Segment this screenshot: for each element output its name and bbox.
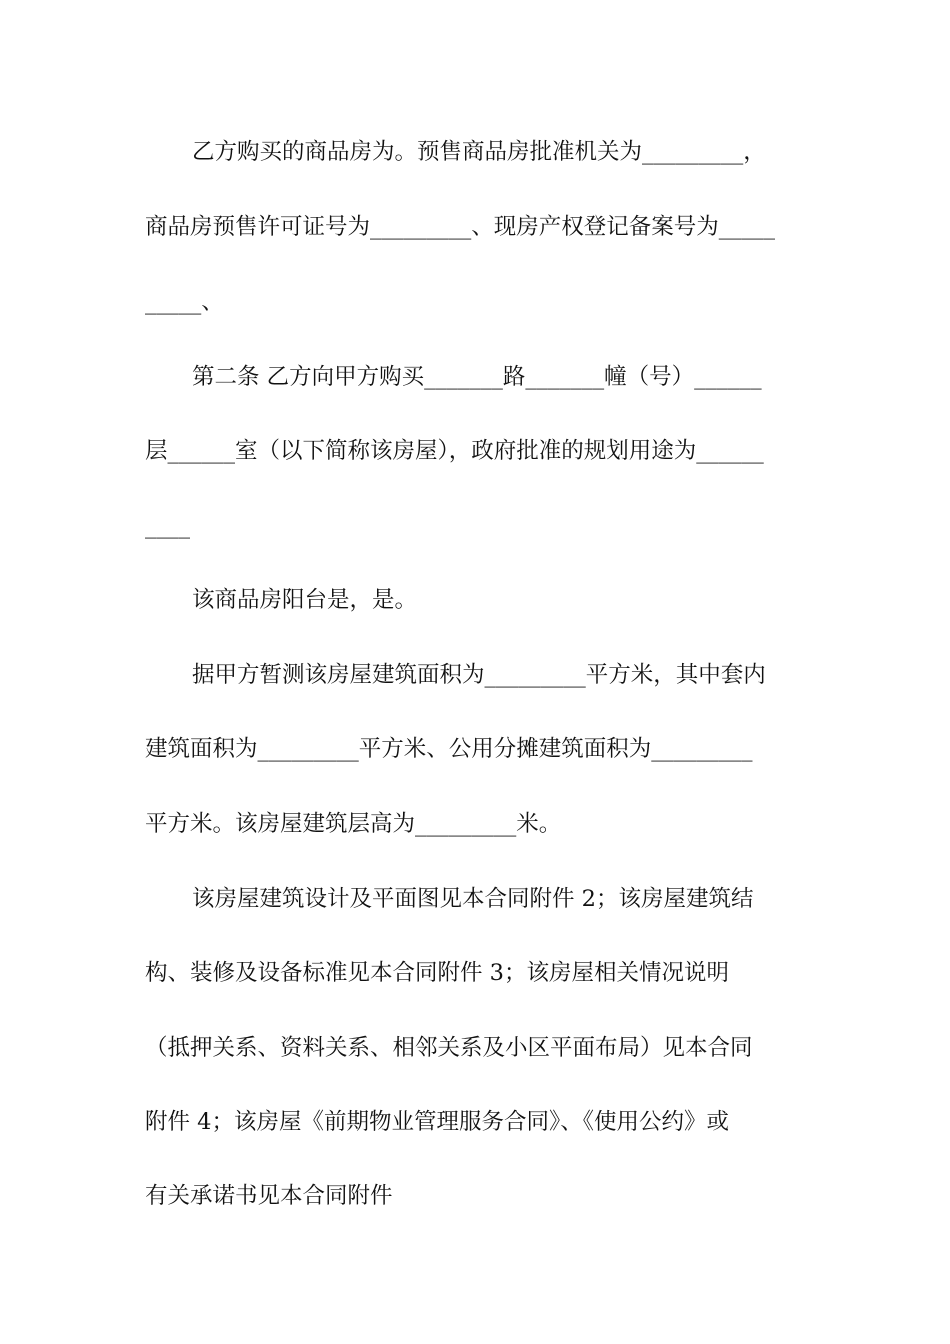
text-line-5: 层______室（以下简称该房屋），政府批准的规划用途为______ <box>145 438 764 464</box>
text-line-11: 该房屋建筑设计及平面图见本合同附件 2；该房屋建筑结 <box>192 886 754 912</box>
text-line-14: 附件 4；该房屋《前期物业管理服务合同》、《使用公约》或 <box>145 1109 729 1135</box>
text-line-9: 建筑面积为_________平方米、公用分摊建筑面积为_________ <box>145 736 753 762</box>
text-line-6: ____ <box>145 513 190 539</box>
text-line-2: 商品房预售许可证号为_________、现房产权登记备案号为_____ <box>145 214 776 240</box>
text-line-8: 据甲方暂测该房屋建筑面积为_________平方米，其中套内 <box>192 662 766 688</box>
text-line-3: _____、 <box>145 289 224 315</box>
text-line-10: 平方米。该房屋建筑层高为_________米。 <box>145 811 562 837</box>
text-line-13: （抵押关系、资料关系、相邻关系及小区平面布局）见本合同 <box>145 1035 753 1061</box>
text-line-15: 有关承诺书见本合同附件 <box>145 1183 393 1209</box>
text-line-12: 构、装修及设备标准见本合同附件 3；该房屋相关情况说明 <box>145 960 729 986</box>
text-line-1: 乙方购买的商品房为。预售商品房批准机关为_________， <box>192 139 766 165</box>
text-line-4: 第二条 乙方向甲方购买_______路_______幢（号）______ <box>192 364 762 390</box>
text-line-7: 该商品房阳台是，是。 <box>192 587 418 613</box>
